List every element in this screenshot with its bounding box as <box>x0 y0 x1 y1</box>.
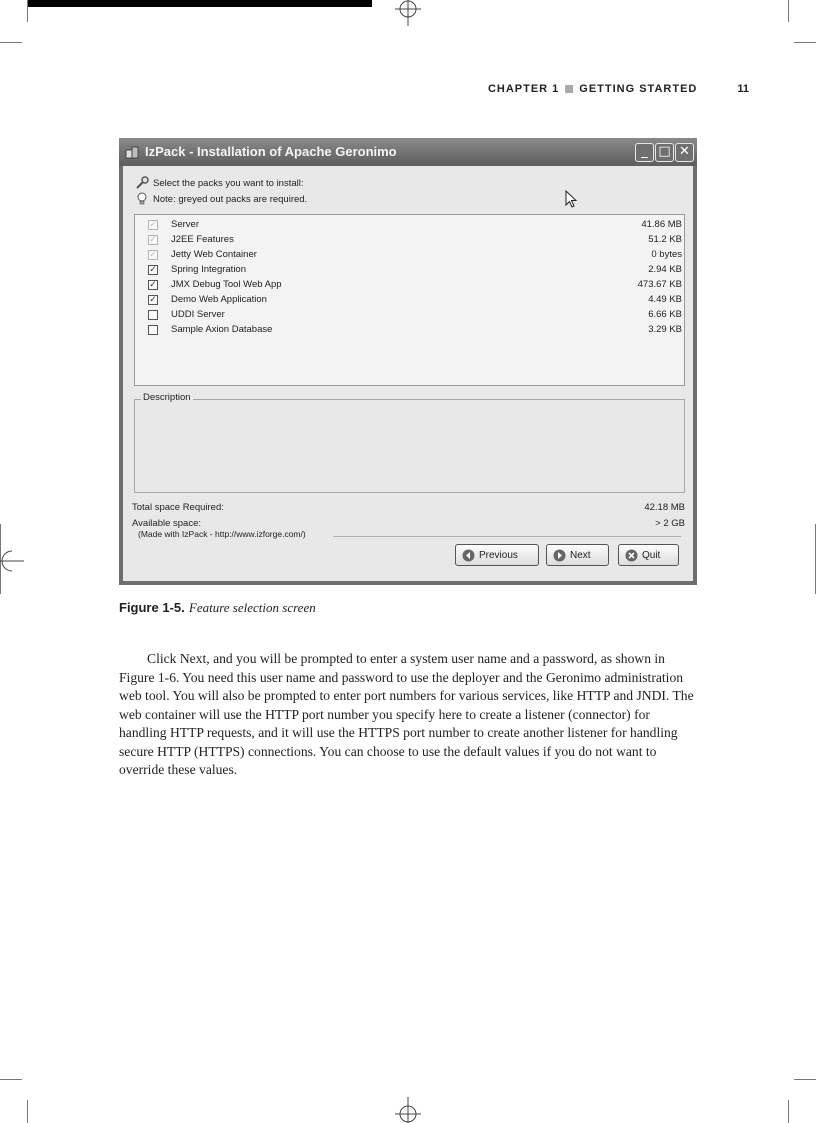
pack-row[interactable] <box>135 278 684 293</box>
pack-size: 473.67 KB <box>637 279 682 290</box>
total-space-value: 42.18 MB <box>644 502 685 513</box>
separator-line <box>333 536 681 537</box>
registration-mark-icon <box>395 0 421 26</box>
packs-list[interactable] <box>134 214 685 386</box>
quit-x-icon <box>625 549 638 562</box>
pack-checkbox[interactable]: ✓ <box>149 265 157 275</box>
pack-size: 0 bytes <box>651 249 682 260</box>
figure-title: Feature selection screen <box>188 600 316 615</box>
total-space-label: Total space Required: <box>132 502 224 513</box>
registration-mark-icon <box>395 1097 421 1123</box>
izpack-app-icon <box>125 145 139 159</box>
pack-size: 4.49 KB <box>648 294 682 305</box>
window-title: IzPack - Installation of Apache Geronimo <box>145 144 397 159</box>
pack-row[interactable] <box>135 308 684 323</box>
pack-checkbox[interactable]: ✓ <box>149 235 157 245</box>
pack-checkbox[interactable] <box>148 325 158 335</box>
crop-mark <box>794 42 816 43</box>
available-space-label: Available space: <box>132 518 202 529</box>
note-text: Note: greyed out packs are required. <box>153 194 308 205</box>
pack-row[interactable] <box>135 263 684 278</box>
pack-size: 51.2 KB <box>648 234 682 245</box>
pack-name: Sample Axion Database <box>171 324 273 335</box>
crop-mark <box>794 1079 816 1080</box>
made-with-izpack-text: (Made with IzPack - http://www.izforge.com/) <box>138 529 306 539</box>
description-legend: Description <box>143 392 191 403</box>
crop-mark <box>788 0 789 22</box>
previous-button[interactable] <box>455 544 539 566</box>
quit-button[interactable] <box>618 544 679 566</box>
maximize-button[interactable]: □ <box>655 143 674 162</box>
lightbulb-icon <box>135 192 149 206</box>
crop-bar <box>28 0 372 7</box>
pack-size: 41.86 MB <box>641 219 682 230</box>
pack-row[interactable] <box>135 233 684 248</box>
body-text <box>119 650 699 780</box>
description-box <box>134 392 685 493</box>
pack-name: Server <box>171 219 199 230</box>
pack-row[interactable] <box>135 293 684 308</box>
pack-name: UDDI Server <box>171 309 225 320</box>
pack-name: J2EE Features <box>171 234 234 245</box>
pack-row[interactable] <box>135 248 684 263</box>
registration-mark-icon <box>0 548 26 574</box>
pack-name: Jetty Web Container <box>171 249 257 260</box>
pack-checkbox[interactable]: ✓ <box>149 295 157 305</box>
minimize-button[interactable]: _ <box>635 143 654 162</box>
quit-label: Quit <box>642 549 661 561</box>
pack-name: JMX Debug Tool Web App <box>171 279 282 290</box>
page-number: 11 <box>737 83 749 95</box>
previous-label: Previous <box>479 549 518 561</box>
previous-arrow-icon <box>462 549 475 562</box>
pack-checkbox[interactable] <box>148 310 158 320</box>
running-header <box>488 83 749 95</box>
close-button[interactable]: ✕ <box>675 143 694 162</box>
next-arrow-icon <box>553 549 566 562</box>
next-label: Next <box>570 549 591 561</box>
pack-name: Spring Integration <box>171 264 246 275</box>
chapter-label: CHAPTER 1 <box>487 83 560 95</box>
pack-size: 3.29 KB <box>648 324 682 335</box>
pack-checkbox[interactable]: ✓ <box>149 250 157 260</box>
pack-name: Demo Web Application <box>171 294 267 305</box>
crop-mark <box>27 0 28 22</box>
installer-window <box>119 138 697 585</box>
pack-size: 2.94 KB <box>648 264 682 275</box>
pack-row[interactable] <box>135 323 684 338</box>
pack-row[interactable] <box>135 218 684 233</box>
installer-panel <box>123 166 693 581</box>
crop-mark <box>27 1100 28 1123</box>
separator-square-icon <box>565 85 573 93</box>
crop-mark <box>0 1079 22 1080</box>
available-space-value: > 2 GB <box>655 518 685 529</box>
mouse-cursor-icon <box>565 190 579 210</box>
crop-mark <box>0 42 22 43</box>
section-label: GETTING STARTED <box>579 83 698 95</box>
figure-label: Figure 1-5. <box>119 600 185 615</box>
body-paragraph: Click Next, and you will be prompted to enter a system user name and a password, as shown in Figure 1-6. You need this user name and password to use the deployer and the Geronimo administration web tool. You will also be prompted to enter port numbers for various services, like HTTP and JNDI. The web container will use the HTTP port number you specify here to create a listener (connector) for handling HTTP requests, and it will use the HTTPS port number to create another listener for handling secure HTTP (HTTPS) connections. You can choose to use the default values if you do not want to override these values. <box>119 651 694 777</box>
pack-checkbox[interactable]: ✓ <box>149 220 157 230</box>
next-button[interactable] <box>546 544 609 566</box>
title-bar[interactable] <box>119 138 697 166</box>
instruction-text: Select the packs you want to install: <box>153 178 304 189</box>
wrench-icon <box>135 176 149 190</box>
crop-mark <box>788 1100 789 1123</box>
figure-caption <box>119 600 316 616</box>
pack-checkbox[interactable]: ✓ <box>149 280 157 290</box>
pack-size: 6.66 KB <box>648 309 682 320</box>
